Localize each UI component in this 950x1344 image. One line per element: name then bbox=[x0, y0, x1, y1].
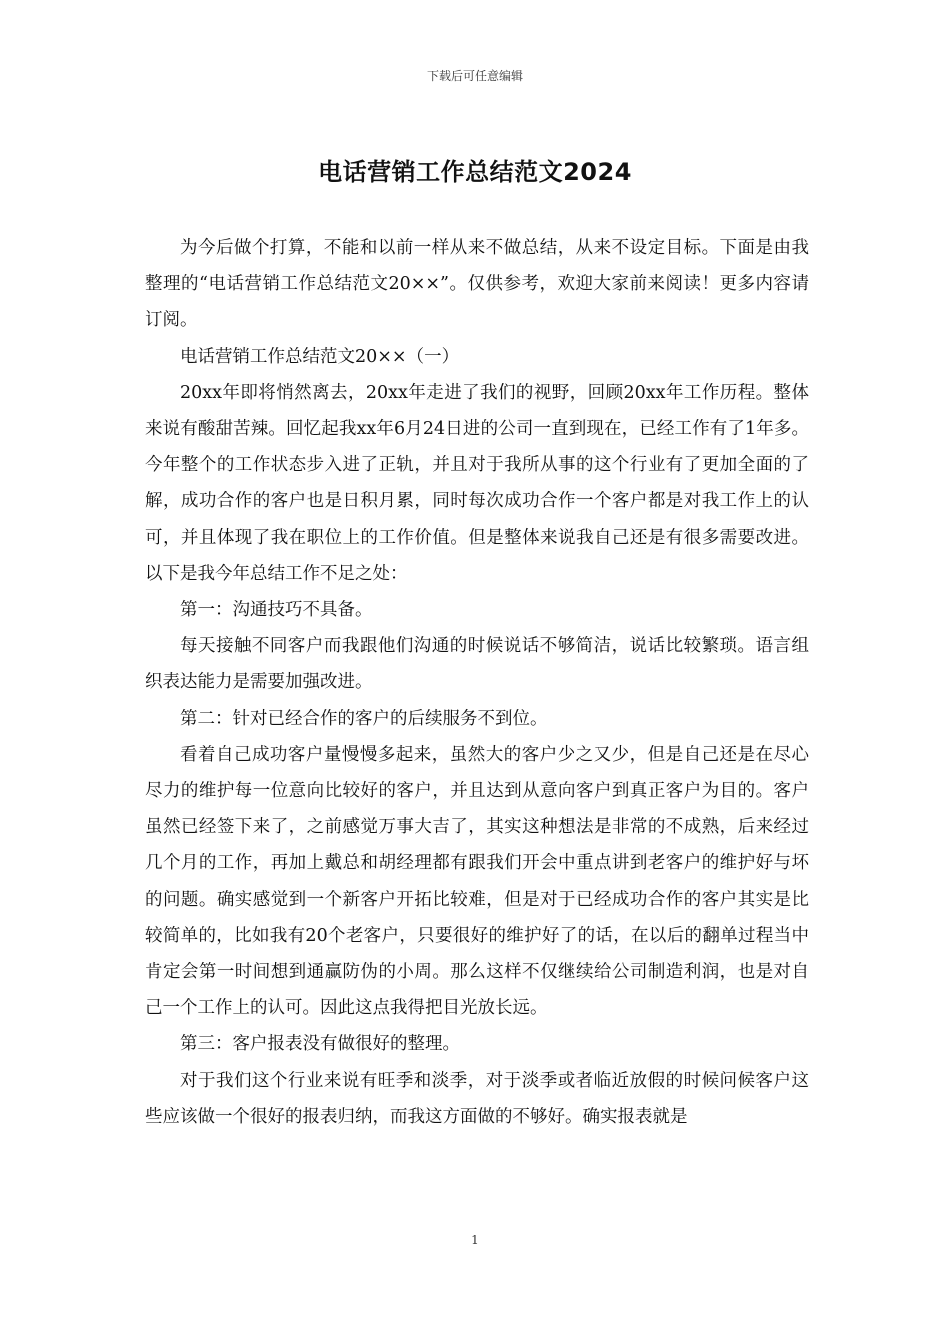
section-heading: 电话营销工作总结范文20××（一） bbox=[180, 346, 460, 367]
point-heading: 第一：沟通技巧不具备。 bbox=[180, 600, 373, 621]
point-heading: 第二：针对已经合作的客户的后续服务不到位。 bbox=[180, 708, 548, 729]
page-number: 1 bbox=[471, 1233, 479, 1247]
paragraph: 对于我们这个行业来说有旺季和淡季，对于淡季或者临近放假的时候问候客户这些应该做一个很好的报表归纳，而我这方面做的不够好。确实报表就是 bbox=[145, 1070, 809, 1127]
document-body bbox=[145, 230, 809, 1135]
paragraph: 看着自己成功客户量慢慢多起来，虽然大的客户少之又少，但是自己还是在尽心尽力的维护每一位意向比较好的客户，并且达到从意向客户到真正客户为目的。客户虽然已经签下来了，之前感觉万事大吉了，其实这种想法是非常的不成熟，后来经过几个月的工作，再加上戴总和胡经理都有跟我们开会中重点讲到老客户的维护好与坏的问题。确实感觉到一个新客户开拓比较难，但是对于已经成功合作的客户其实是比较简单的，比如我有20个老客户，只要很好的维护好了的话，在以后的翻单过程当中肯定会第一时间想到通赢防伪的小周。那么这样不仅继续给公司制造利润，也是对自己一个工作上的认可。因此这点我得把目光放长远。 bbox=[145, 744, 809, 1019]
point-heading: 第三：客户报表没有做很好的整理。 bbox=[180, 1034, 460, 1055]
paragraph: 20xx年即将悄然离去，20xx年走进了我们的视野，回顾20xx年工作历程。整体来说有酸甜苦辣。回忆起我xx年6月24日进的公司一直到现在，已经工作有了1年多。今年整个的工作状态步入进了正轨，并且对于我所从事的这个行业有了更加全面的了解，成功合作的客户也是日积月累，同时每次成功合作一个客户都是对我工作上的认可，并且体现了我在职位上的工作价值。但是整体来说我自己还是有很多需要改进。以下是我今年总结工作不足之处： bbox=[145, 382, 809, 584]
paragraph: 为今后做个打算，不能和以前一样从来不做总结，从来不设定目标。下面是由我整理的“电话营销工作总结范文20××”。仅供参考，欢迎大家前来阅读！更多内容请订阅。 bbox=[145, 238, 809, 331]
paragraph: 每天接触不同客户而我跟他们沟通的时候说话不够简洁，说话比较繁琐。语言组织表达能力是需要加强改进。 bbox=[145, 636, 809, 693]
page-header: 下载后可任意编辑 bbox=[426, 69, 523, 83]
document-title: 电话营销工作总结范文2024 bbox=[318, 158, 632, 186]
